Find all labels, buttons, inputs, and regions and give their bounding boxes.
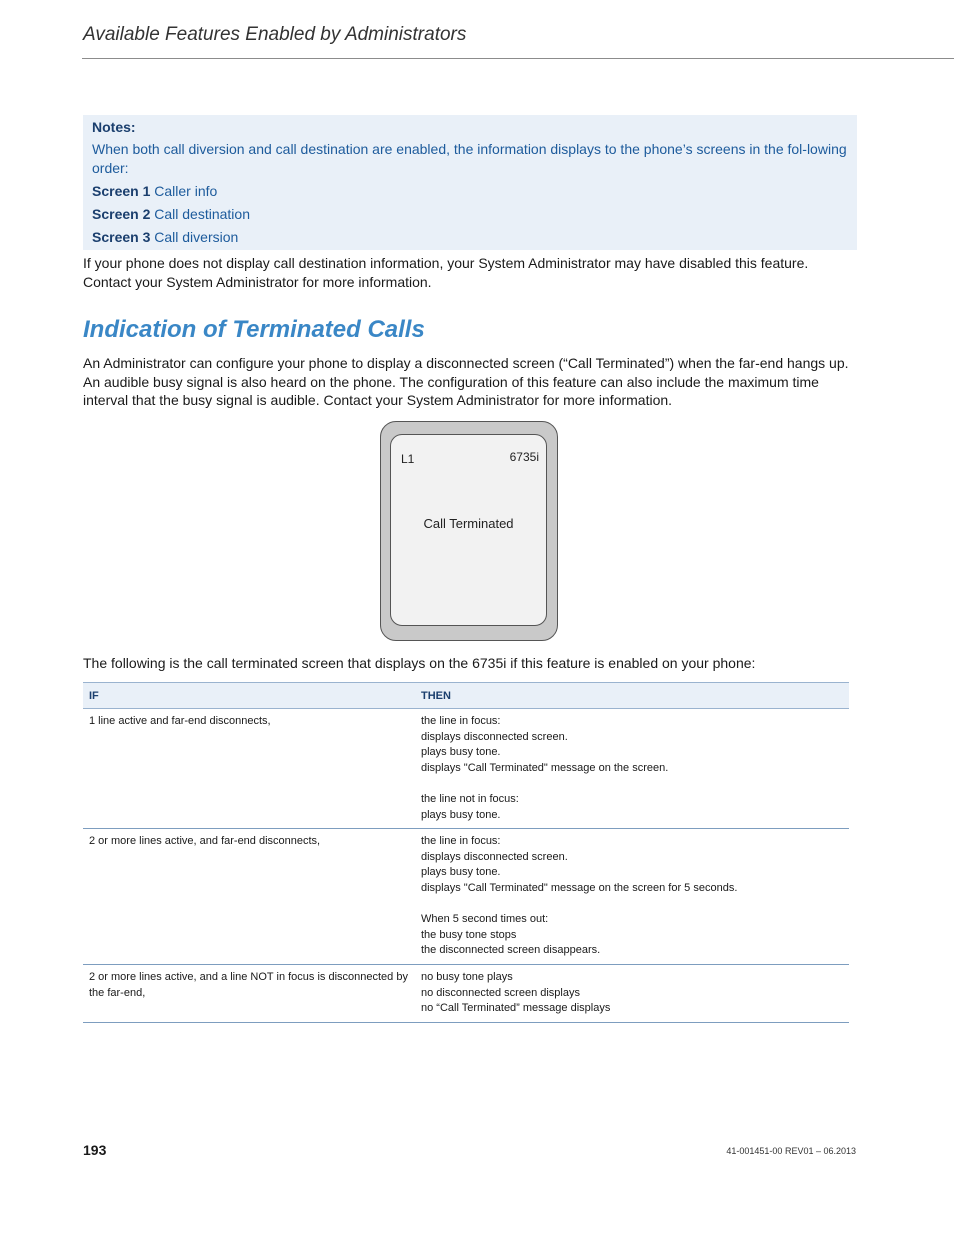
if-cell: 2 or more lines active, and far-end disconnects, — [83, 829, 415, 965]
screen-desc: Caller info — [154, 183, 218, 199]
then-line: no “Call Terminated” message displays — [421, 1002, 611, 1015]
then-line: displays disconnected screen. — [421, 730, 568, 743]
running-header: Available Features Enabled by Administrators — [83, 24, 467, 45]
table-row — [83, 964, 849, 1022]
then-cell — [415, 709, 849, 829]
table-intro-paragraph: The following is the call terminated screen that displays on the 6735i if this feature is enabled on your phone: — [83, 655, 756, 671]
notes-title: Notes: — [92, 119, 136, 135]
section-title: Indication of Terminated Calls — [83, 316, 425, 343]
screen-desc: Call destination — [154, 206, 250, 222]
then-line: the busy tone stops — [421, 928, 517, 941]
then-line: the line in focus: — [421, 835, 501, 848]
then-line: displays "Call Terminated" message on the screen. — [421, 761, 669, 774]
table-row — [83, 709, 849, 829]
phone-screen — [390, 434, 547, 626]
then-line: the line not in focus: — [421, 792, 519, 805]
conditions-table — [83, 682, 849, 1023]
document-id: 41-001451-00 REV01 – 06.2013 — [726, 1146, 856, 1156]
then-line: no disconnected screen displays — [421, 986, 580, 999]
then-spacer — [421, 897, 843, 913]
table-row — [83, 829, 849, 965]
screen-label: Screen 2 — [92, 206, 151, 222]
notes-screen-item — [92, 205, 848, 224]
then-cell — [415, 964, 849, 1022]
then-line: no busy tone plays — [421, 970, 513, 983]
then-line: the disconnected screen disappears. — [421, 944, 601, 957]
table-header-row — [83, 683, 849, 709]
phone-model-label: 6735i — [509, 450, 539, 464]
then-line: displays "Call Terminated" message on the screen for 5 seconds. — [421, 881, 738, 894]
if-cell: 1 line active and far-end disconnects, — [83, 709, 415, 829]
then-line: plays busy tone. — [421, 746, 501, 759]
page-number: 193 — [83, 1142, 107, 1158]
phone-display-illustration — [380, 421, 558, 641]
then-line: When 5 second times out: — [421, 913, 549, 926]
then-line: the line in focus: — [421, 715, 501, 727]
notes-box — [83, 115, 857, 250]
screen-label: Screen 3 — [92, 229, 151, 245]
disabled-info-paragraph: If your phone does not display call destination information, your System Administrator may have disabled this feature. Contact your System Administrator for more information. — [83, 255, 809, 290]
screen-desc: Call diversion — [154, 229, 239, 245]
screen-label: Screen 1 — [92, 183, 151, 199]
then-cell — [415, 829, 849, 965]
section-intro-paragraph: An Administrator can configure your phone to display a disconnected screen (“Call Terminated”) when the far-end hangs up. An audible busy signal is also heard on the phone. The configuration of this feature can also include the maximum time interval that the busy signal is audible. Contact your System Administrator for more information. — [83, 355, 849, 408]
then-line: plays busy tone. — [421, 808, 501, 821]
phone-line-label: L1 — [401, 452, 415, 466]
column-header-then: THEN — [415, 683, 849, 709]
then-line: displays disconnected screen. — [421, 850, 568, 863]
phone-message: Call Terminated — [423, 516, 514, 531]
if-cell: 2 or more lines active, and a line NOT in focus is disconnected by the far-end, — [83, 964, 415, 1022]
then-line: plays busy tone. — [421, 866, 501, 879]
column-header-if: IF — [83, 683, 415, 709]
then-spacer — [421, 776, 843, 792]
notes-text: When both call diversion and call destination are enabled, the information displays to the phone’s screens in the fol-lowing order: — [92, 141, 847, 176]
notes-screen-item — [92, 182, 848, 201]
notes-screen-item — [92, 228, 848, 247]
header-divider — [82, 58, 954, 59]
